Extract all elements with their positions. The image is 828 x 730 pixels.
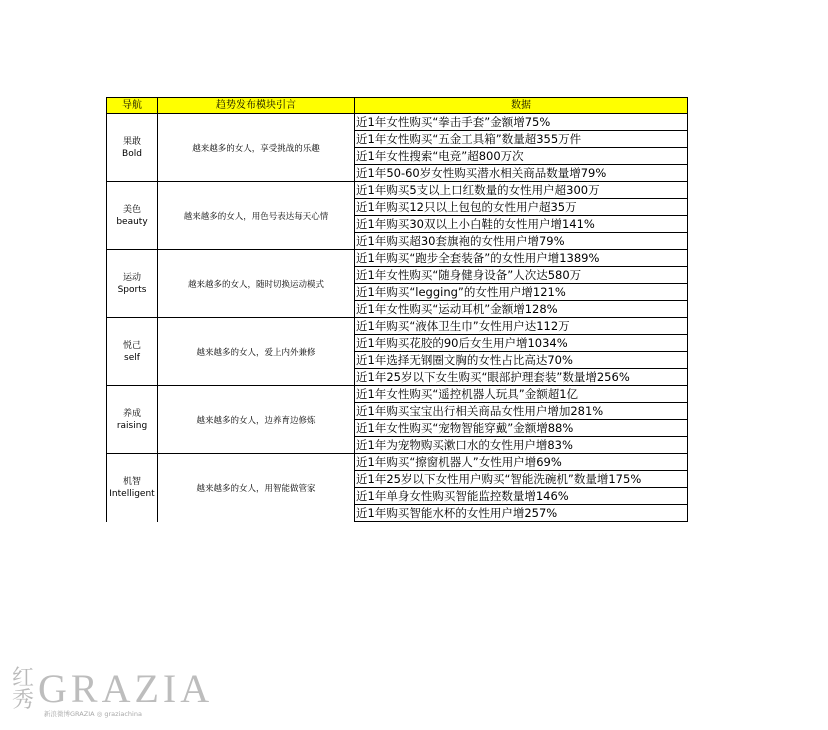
intro-cell: 越来越多的女人，享受挑战的乐趣 — [158, 114, 355, 182]
watermark-en: GRAZIA — [38, 666, 214, 711]
intro-cell: 越来越多的女人，边养育边修炼 — [158, 386, 355, 454]
data-cell: 近1年购买“legging”的女性用户增121% — [355, 284, 688, 301]
nav-en-label: Bold — [122, 148, 142, 159]
nav-cn-label: 美色 — [122, 204, 141, 215]
data-cell: 近1年购买12只以上包包的女性用户超35万 — [355, 199, 688, 216]
data-cell: 近1年购买30双以上小白鞋的女性用户增141% — [355, 216, 688, 233]
table-row — [107, 454, 688, 471]
table-row — [107, 386, 688, 403]
table-row — [107, 318, 688, 335]
data-cell: 近1年女性购买“宠物智能穿戴”金额增88% — [355, 420, 688, 437]
watermark-cn: 红秀 — [12, 666, 35, 713]
table-row — [107, 182, 688, 199]
data-cell: 近1年女性购买“五金工具箱”数量超355万件 — [355, 131, 688, 148]
data-cell: 近1年女性购买“拳击手套”金额增75% — [355, 114, 688, 131]
data-cell: 近1年购买花胶的90后女生用户增1034% — [355, 335, 688, 352]
nav-cell — [107, 250, 158, 318]
intro-cell: 越来越多的女人，随时切换运动模式 — [158, 250, 355, 318]
data-cell: 近1年购买“跑步全套装备”的女性用户增1389% — [355, 250, 688, 267]
nav-en-label: self — [124, 352, 140, 363]
nav-en-label: raising — [116, 420, 148, 431]
data-cell: 近1年购买智能水杯的女性用户增257% — [355, 505, 688, 522]
data-cell: 近1年购买超30套旗袍的女性用户增79% — [355, 233, 688, 250]
header-intro: 趋势发布模块引言 — [158, 98, 355, 114]
nav-cn-label: 运动 — [122, 272, 141, 283]
header-data: 数据 — [355, 98, 688, 114]
data-cell: 近1年女性购买“遥控机器人玩具”金额超1亿 — [355, 386, 688, 403]
intro-cell: 越来越多的女人，爱上内外兼修 — [158, 318, 355, 386]
data-cell: 近1年购买宝宝出行相关商品女性用户增加281% — [355, 403, 688, 420]
nav-cn-label: 果敢 — [122, 136, 141, 147]
data-cell: 近1年为宠物购买漱口水的女性用户增83% — [355, 437, 688, 454]
nav-cn-label: 养成 — [122, 408, 141, 419]
data-cell: 近1年购买“液体卫生巾”女性用户达112万 — [355, 318, 688, 335]
trend-data-table — [106, 97, 688, 522]
nav-cell — [107, 182, 158, 250]
table-header-row — [107, 98, 688, 114]
data-cell: 近1年购买5支以上口红数量的女性用户超300万 — [355, 182, 688, 199]
nav-cell — [107, 114, 158, 182]
watermark-sub: 新浪微博GRAZIA ◎ graziachina — [44, 710, 142, 718]
intro-cell: 越来越多的女人，用色号表达每天心情 — [158, 182, 355, 250]
nav-en-label: Intelligent — [109, 488, 155, 499]
nav-cell — [107, 318, 158, 386]
table-row — [107, 250, 688, 267]
header-nav: 导航 — [107, 98, 158, 114]
data-cell: 近1年50-60岁女性购买潜水相关商品数量增79% — [355, 165, 688, 182]
nav-en-label: Sports — [117, 284, 147, 295]
nav-cell — [107, 454, 158, 522]
nav-cn-label: 机智 — [122, 476, 141, 487]
data-cell: 近1年25岁以下女生购买“眼部护理套装”数量增256% — [355, 369, 688, 386]
data-cell: 近1年购买“擦窗机器人”女性用户增69% — [355, 454, 688, 471]
data-cell: 近1年25岁以下女性用户购买“智能洗碗机”数量增175% — [355, 471, 688, 488]
data-cell: 近1年选择无钢圈文胸的女性占比高达70% — [355, 352, 688, 369]
table-body — [107, 114, 688, 522]
nav-cn-label: 悦己 — [122, 340, 141, 351]
nav-en-label: beauty — [116, 216, 148, 227]
data-cell: 近1年女性购买“运动耳机”金额增128% — [355, 301, 688, 318]
data-cell: 近1年单身女性购买智能监控数量增146% — [355, 488, 688, 505]
table-row — [107, 114, 688, 131]
grazia-watermark-logo — [12, 666, 214, 720]
nav-cell — [107, 386, 158, 454]
data-table-container — [106, 97, 688, 522]
data-cell: 近1年女性购买“随身健身设备”人次达580万 — [355, 267, 688, 284]
intro-cell: 越来越多的女人，用智能做管家 — [158, 454, 355, 522]
data-cell: 近1年女性搜索“电竞”超800万次 — [355, 148, 688, 165]
